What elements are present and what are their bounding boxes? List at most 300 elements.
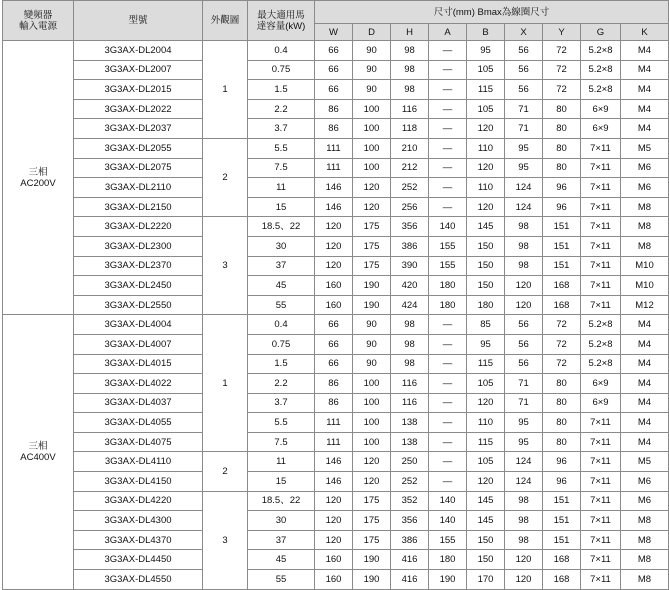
dim-a-cell: — <box>429 374 467 394</box>
dim-w-cell: 160 <box>315 570 353 590</box>
dim-h-cell: 116 <box>391 393 429 413</box>
dim-k-cell: M10 <box>621 276 669 296</box>
dim-h-cell: 98 <box>391 334 429 354</box>
dim-y-cell: 151 <box>543 236 581 256</box>
dim-b-cell: 115 <box>467 432 505 452</box>
dim-w-cell: 111 <box>315 432 353 452</box>
dim-k-cell: M4 <box>621 315 669 335</box>
dim-k-cell: M4 <box>621 99 669 119</box>
model-cell: 3G3AX-DL4110 <box>74 452 203 472</box>
dim-b-cell: 110 <box>467 138 505 158</box>
model-cell: 3G3AX-DL4150 <box>74 472 203 492</box>
dim-b-cell: 145 <box>467 491 505 511</box>
dim-x-cell: 56 <box>505 354 543 374</box>
dim-x-cell: 95 <box>505 138 543 158</box>
capacity-cell: 37 <box>248 530 315 550</box>
dim-h-cell: 356 <box>391 511 429 531</box>
dim-g-cell: 7×11 <box>581 413 621 433</box>
header-input-line2: 輸入電源 <box>18 20 57 32</box>
dim-y-cell: 80 <box>543 413 581 433</box>
dim-w-cell: 86 <box>315 393 353 413</box>
dim-a-cell: — <box>429 119 467 139</box>
dim-h-cell: 250 <box>391 452 429 472</box>
dim-k-cell: M10 <box>621 256 669 276</box>
dim-w-cell: 146 <box>315 197 353 217</box>
dim-y-cell: 80 <box>543 393 581 413</box>
dim-k-cell: M4 <box>621 41 669 61</box>
dim-y-cell: 72 <box>543 80 581 100</box>
dim-g-cell: 5.2×8 <box>581 315 621 335</box>
model-cell: 3G3AX-DL2037 <box>74 119 203 139</box>
dim-a-cell: 155 <box>429 256 467 276</box>
dim-a-cell: 155 <box>429 236 467 256</box>
dim-w-cell: 111 <box>315 158 353 178</box>
table-row <box>3 158 669 178</box>
dim-k-cell: M8 <box>621 550 669 570</box>
dim-x-cell: 98 <box>505 236 543 256</box>
reactor-spec-table <box>2 0 669 590</box>
dim-w-cell: 146 <box>315 452 353 472</box>
dim-d-cell: 100 <box>353 158 391 178</box>
dim-a-cell: 140 <box>429 491 467 511</box>
model-cell: 3G3AX-DL2004 <box>74 41 203 61</box>
dim-w-cell: 120 <box>315 511 353 531</box>
header-input-power <box>3 1 74 41</box>
dim-k-cell: M12 <box>621 295 669 315</box>
model-cell: 3G3AX-DL4004 <box>74 315 203 335</box>
dim-g-cell: 5.2×8 <box>581 80 621 100</box>
table-row <box>3 41 669 61</box>
dim-d-cell: 175 <box>353 217 391 237</box>
capacity-cell: 18.5、22 <box>248 491 315 511</box>
dim-h-cell: 256 <box>391 197 429 217</box>
dim-h-cell: 98 <box>391 60 429 80</box>
dim-b-cell: 120 <box>467 472 505 492</box>
dim-w-cell: 146 <box>315 178 353 198</box>
dim-w-cell: 120 <box>315 256 353 276</box>
dim-h-cell: 210 <box>391 138 429 158</box>
dim-x-cell: 56 <box>505 41 543 61</box>
capacity-cell: 5.5 <box>248 138 315 158</box>
dim-a-cell: 190 <box>429 570 467 590</box>
dim-b-cell: 105 <box>467 452 505 472</box>
dim-d-cell: 190 <box>353 295 391 315</box>
dim-h-cell: 98 <box>391 315 429 335</box>
dim-b-cell: 120 <box>467 393 505 413</box>
capacity-cell: 3.7 <box>248 393 315 413</box>
dim-w-cell: 66 <box>315 80 353 100</box>
capacity-cell: 11 <box>248 452 315 472</box>
dim-y-cell: 168 <box>543 295 581 315</box>
dim-d-cell: 120 <box>353 452 391 472</box>
dim-b-cell: 105 <box>467 60 505 80</box>
dim-a-cell: — <box>429 472 467 492</box>
dim-a-cell: — <box>429 334 467 354</box>
dim-k-cell: M4 <box>621 374 669 394</box>
header-capacity-line2: 達容量(kW) <box>256 20 306 32</box>
dim-d-cell: 120 <box>353 197 391 217</box>
dim-k-cell: M8 <box>621 511 669 531</box>
dim-x-cell: 95 <box>505 158 543 178</box>
dim-g-cell: 7×11 <box>581 256 621 276</box>
dim-h-cell: 420 <box>391 276 429 296</box>
dim-d-cell: 175 <box>353 236 391 256</box>
dim-y-cell: 72 <box>543 334 581 354</box>
dim-d-cell: 175 <box>353 530 391 550</box>
capacity-cell: 0.75 <box>248 60 315 80</box>
dim-g-cell: 5.2×8 <box>581 354 621 374</box>
dim-b-cell: 120 <box>467 119 505 139</box>
dim-h-cell: 386 <box>391 236 429 256</box>
dim-w-cell: 111 <box>315 138 353 158</box>
capacity-cell: 3.7 <box>248 119 315 139</box>
header-dim-a: A <box>429 24 467 41</box>
header-capacity <box>248 1 315 41</box>
dim-d-cell: 100 <box>353 138 391 158</box>
dim-a-cell: — <box>429 138 467 158</box>
capacity-cell: 15 <box>248 472 315 492</box>
dim-d-cell: 100 <box>353 432 391 452</box>
dim-a-cell: — <box>429 80 467 100</box>
model-cell: 3G3AX-DL4300 <box>74 511 203 531</box>
dim-d-cell: 190 <box>353 276 391 296</box>
dim-g-cell: 7×11 <box>581 491 621 511</box>
dim-b-cell: 150 <box>467 530 505 550</box>
dim-h-cell: 138 <box>391 413 429 433</box>
table-row <box>3 491 669 511</box>
model-cell: 3G3AX-DL4450 <box>74 550 203 570</box>
table-row <box>3 374 669 394</box>
dim-b-cell: 180 <box>467 295 505 315</box>
dim-y-cell: 168 <box>543 550 581 570</box>
model-cell: 3G3AX-DL4075 <box>74 432 203 452</box>
header-dim-d: D <box>353 24 391 41</box>
dim-w-cell: 66 <box>315 315 353 335</box>
input-power-line: 三相 <box>28 166 48 178</box>
outline-cell: 1 <box>203 315 248 452</box>
dim-a-cell: 140 <box>429 217 467 237</box>
spec-table-body <box>3 41 669 590</box>
capacity-cell: 30 <box>248 511 315 531</box>
dim-d-cell: 90 <box>353 354 391 374</box>
header-dim-x: X <box>505 24 543 41</box>
dim-g-cell: 7×11 <box>581 236 621 256</box>
dim-x-cell: 98 <box>505 491 543 511</box>
dim-d-cell: 120 <box>353 472 391 492</box>
model-cell: 3G3AX-DL4007 <box>74 334 203 354</box>
dim-w-cell: 120 <box>315 530 353 550</box>
dim-x-cell: 120 <box>505 570 543 590</box>
model-cell: 3G3AX-DL4037 <box>74 393 203 413</box>
dim-h-cell: 252 <box>391 472 429 492</box>
dim-g-cell: 6×9 <box>581 119 621 139</box>
capacity-cell: 18.5、22 <box>248 217 315 237</box>
dim-d-cell: 90 <box>353 41 391 61</box>
table-row <box>3 119 669 139</box>
dim-g-cell: 7×11 <box>581 138 621 158</box>
dim-d-cell: 90 <box>353 334 391 354</box>
dim-d-cell: 90 <box>353 80 391 100</box>
dim-a-cell: — <box>429 315 467 335</box>
dim-a-cell: — <box>429 432 467 452</box>
dim-h-cell: 252 <box>391 178 429 198</box>
dim-y-cell: 151 <box>543 256 581 276</box>
model-cell: 3G3AX-DL4370 <box>74 530 203 550</box>
dim-h-cell: 116 <box>391 99 429 119</box>
dim-a-cell: — <box>429 354 467 374</box>
dim-d-cell: 90 <box>353 60 391 80</box>
dim-k-cell: M8 <box>621 530 669 550</box>
dim-y-cell: 72 <box>543 41 581 61</box>
dim-d-cell: 175 <box>353 511 391 531</box>
dim-y-cell: 80 <box>543 158 581 178</box>
dim-d-cell: 90 <box>353 315 391 335</box>
dim-y-cell: 72 <box>543 354 581 374</box>
model-cell: 3G3AX-DL2450 <box>74 276 203 296</box>
capacity-cell: 1.5 <box>248 80 315 100</box>
dim-d-cell: 175 <box>353 256 391 276</box>
dim-k-cell: M8 <box>621 197 669 217</box>
dim-g-cell: 5.2×8 <box>581 41 621 61</box>
dim-w-cell: 120 <box>315 236 353 256</box>
capacity-cell: 15 <box>248 197 315 217</box>
dim-a-cell: — <box>429 99 467 119</box>
input-power-line: AC400V <box>20 451 56 463</box>
dim-g-cell: 7×11 <box>581 276 621 296</box>
model-cell: 3G3AX-DL2075 <box>74 158 203 178</box>
dim-b-cell: 110 <box>467 413 505 433</box>
table-row <box>3 413 669 433</box>
table-row <box>3 530 669 550</box>
dim-w-cell: 146 <box>315 472 353 492</box>
dim-x-cell: 98 <box>505 256 543 276</box>
model-cell: 3G3AX-DL4015 <box>74 354 203 374</box>
dim-b-cell: 150 <box>467 236 505 256</box>
dim-g-cell: 5.2×8 <box>581 334 621 354</box>
dim-d-cell: 175 <box>353 491 391 511</box>
dim-x-cell: 120 <box>505 276 543 296</box>
dim-w-cell: 66 <box>315 354 353 374</box>
dim-a-cell: — <box>429 41 467 61</box>
dim-y-cell: 168 <box>543 276 581 296</box>
capacity-cell: 1.5 <box>248 354 315 374</box>
table-row <box>3 393 669 413</box>
model-cell: 3G3AX-DL4220 <box>74 491 203 511</box>
dim-g-cell: 7×11 <box>581 570 621 590</box>
dim-y-cell: 151 <box>543 511 581 531</box>
dim-k-cell: M8 <box>621 570 669 590</box>
dim-h-cell: 356 <box>391 217 429 237</box>
dim-g-cell: 7×11 <box>581 550 621 570</box>
model-cell: 3G3AX-DL2370 <box>74 256 203 276</box>
capacity-cell: 7.5 <box>248 432 315 452</box>
table-row <box>3 354 669 374</box>
capacity-cell: 45 <box>248 550 315 570</box>
dim-b-cell: 170 <box>467 570 505 590</box>
dim-a-cell: — <box>429 393 467 413</box>
dim-x-cell: 56 <box>505 315 543 335</box>
dim-g-cell: 7×11 <box>581 452 621 472</box>
dim-g-cell: 7×11 <box>581 295 621 315</box>
capacity-cell: 2.2 <box>248 99 315 119</box>
table-row <box>3 432 669 452</box>
dim-g-cell: 6×9 <box>581 99 621 119</box>
dim-g-cell: 6×9 <box>581 393 621 413</box>
model-cell: 3G3AX-DL2300 <box>74 236 203 256</box>
dim-d-cell: 120 <box>353 178 391 198</box>
dim-g-cell: 7×11 <box>581 511 621 531</box>
dim-h-cell: 118 <box>391 119 429 139</box>
dim-k-cell: M4 <box>621 393 669 413</box>
header-dim-b: B <box>467 24 505 41</box>
header-input-line1: 變頻器 <box>23 9 53 21</box>
dim-x-cell: 98 <box>505 511 543 531</box>
dim-a-cell: — <box>429 197 467 217</box>
header-dim-h: H <box>391 24 429 41</box>
header-capacity-line1: 最大適用馬 <box>257 9 305 21</box>
dim-y-cell: 96 <box>543 452 581 472</box>
dim-b-cell: 95 <box>467 41 505 61</box>
dim-h-cell: 390 <box>391 256 429 276</box>
dim-y-cell: 80 <box>543 374 581 394</box>
model-cell: 3G3AX-DL2150 <box>74 197 203 217</box>
table-row <box>3 178 669 198</box>
capacity-cell: 55 <box>248 295 315 315</box>
dim-y-cell: 80 <box>543 99 581 119</box>
outline-cell: 3 <box>203 217 248 315</box>
dim-d-cell: 100 <box>353 99 391 119</box>
outline-cell: 2 <box>203 138 248 216</box>
dim-k-cell: M4 <box>621 354 669 374</box>
dim-b-cell: 105 <box>467 374 505 394</box>
input-power-line: AC200V <box>20 177 56 189</box>
dim-g-cell: 7×11 <box>581 197 621 217</box>
dim-d-cell: 190 <box>353 550 391 570</box>
dim-w-cell: 66 <box>315 60 353 80</box>
header-dim-g: G <box>581 24 621 41</box>
dim-a-cell: — <box>429 60 467 80</box>
dim-a-cell: 180 <box>429 295 467 315</box>
dim-g-cell: 7×11 <box>581 158 621 178</box>
dim-y-cell: 96 <box>543 472 581 492</box>
header-model: 型號 <box>74 1 203 41</box>
table-row <box>3 295 669 315</box>
dim-b-cell: 120 <box>467 158 505 178</box>
dim-b-cell: 150 <box>467 276 505 296</box>
dim-k-cell: M4 <box>621 413 669 433</box>
dim-w-cell: 160 <box>315 276 353 296</box>
table-row <box>3 217 669 237</box>
dim-y-cell: 151 <box>543 491 581 511</box>
dim-b-cell: 120 <box>467 197 505 217</box>
outline-cell: 1 <box>203 41 248 139</box>
dim-y-cell: 72 <box>543 60 581 80</box>
dim-d-cell: 100 <box>353 119 391 139</box>
table-row <box>3 256 669 276</box>
table-row <box>3 570 669 590</box>
dim-k-cell: M6 <box>621 472 669 492</box>
dim-h-cell: 416 <box>391 570 429 590</box>
dim-a-cell: 180 <box>429 550 467 570</box>
dim-b-cell: 110 <box>467 178 505 198</box>
dim-x-cell: 56 <box>505 80 543 100</box>
dim-h-cell: 212 <box>391 158 429 178</box>
dim-k-cell: M4 <box>621 334 669 354</box>
model-cell: 3G3AX-DL2015 <box>74 80 203 100</box>
table-row <box>3 197 669 217</box>
header-outline: 外觀圖 <box>203 1 248 41</box>
input-power-cell <box>3 315 74 589</box>
model-cell: 3G3AX-DL2055 <box>74 138 203 158</box>
dim-k-cell: M6 <box>621 491 669 511</box>
dim-h-cell: 386 <box>391 530 429 550</box>
header-dim-k: K <box>621 24 669 41</box>
dim-w-cell: 111 <box>315 413 353 433</box>
capacity-cell: 55 <box>248 570 315 590</box>
table-row <box>3 334 669 354</box>
outline-cell: 3 <box>203 491 248 589</box>
dim-x-cell: 95 <box>505 413 543 433</box>
dim-a-cell: 180 <box>429 276 467 296</box>
dim-y-cell: 151 <box>543 217 581 237</box>
capacity-cell: 37 <box>248 256 315 276</box>
table-row <box>3 550 669 570</box>
model-cell: 3G3AX-DL2110 <box>74 178 203 198</box>
dim-d-cell: 100 <box>353 413 391 433</box>
dim-y-cell: 151 <box>543 530 581 550</box>
dim-k-cell: M4 <box>621 60 669 80</box>
dim-b-cell: 145 <box>467 511 505 531</box>
dim-x-cell: 71 <box>505 393 543 413</box>
dim-y-cell: 80 <box>543 432 581 452</box>
dim-k-cell: M4 <box>621 432 669 452</box>
header-dim-y: Y <box>543 24 581 41</box>
dim-b-cell: 105 <box>467 99 505 119</box>
dim-a-cell: — <box>429 413 467 433</box>
dim-k-cell: M6 <box>621 178 669 198</box>
dim-x-cell: 71 <box>505 374 543 394</box>
dim-x-cell: 71 <box>505 99 543 119</box>
dim-g-cell: 6×9 <box>581 374 621 394</box>
header-dimensions: 尺寸(mm) Bmax為線圈尺寸 <box>315 1 669 24</box>
model-cell: 3G3AX-DL4550 <box>74 570 203 590</box>
dim-g-cell: 7×11 <box>581 432 621 452</box>
dim-h-cell: 98 <box>391 354 429 374</box>
dim-d-cell: 100 <box>353 374 391 394</box>
dim-a-cell: — <box>429 158 467 178</box>
capacity-cell: 7.5 <box>248 158 315 178</box>
dim-w-cell: 66 <box>315 41 353 61</box>
header-dim-w: W <box>315 24 353 41</box>
dim-w-cell: 120 <box>315 491 353 511</box>
dim-b-cell: 115 <box>467 80 505 100</box>
dim-h-cell: 116 <box>391 374 429 394</box>
capacity-cell: 0.4 <box>248 41 315 61</box>
dim-x-cell: 56 <box>505 334 543 354</box>
dim-x-cell: 98 <box>505 530 543 550</box>
dim-y-cell: 72 <box>543 315 581 335</box>
dim-w-cell: 86 <box>315 374 353 394</box>
dim-x-cell: 124 <box>505 178 543 198</box>
table-row <box>3 80 669 100</box>
dim-h-cell: 98 <box>391 80 429 100</box>
dim-g-cell: 5.2×8 <box>581 60 621 80</box>
table-row <box>3 276 669 296</box>
dim-h-cell: 138 <box>391 432 429 452</box>
dim-a-cell: 155 <box>429 530 467 550</box>
dim-b-cell: 145 <box>467 217 505 237</box>
dim-w-cell: 86 <box>315 99 353 119</box>
